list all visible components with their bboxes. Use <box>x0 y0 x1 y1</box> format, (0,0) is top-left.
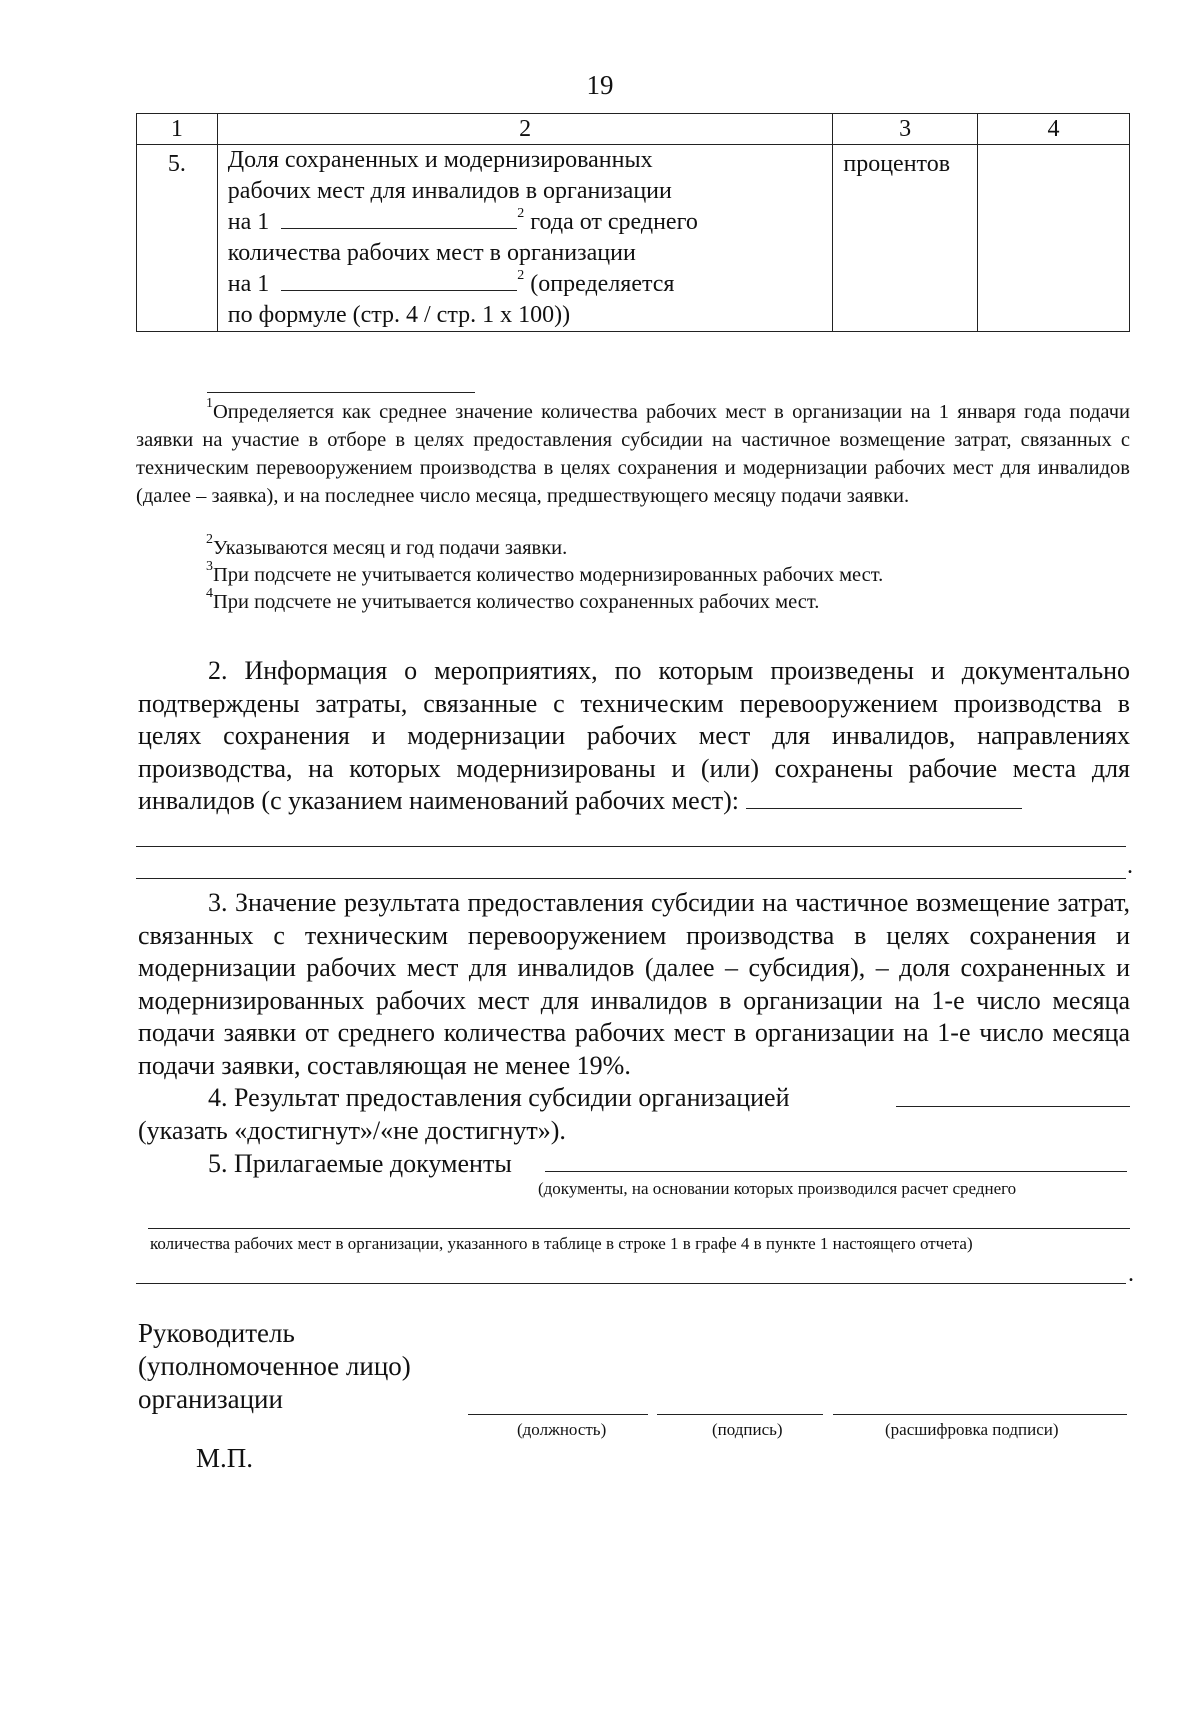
section-2 <box>138 655 1130 818</box>
footnote-mark: 2 <box>517 206 525 221</box>
section-2-end-mark: . <box>1127 853 1133 879</box>
section-4-fill-line <box>896 1106 1130 1107</box>
section-5 <box>138 1148 1130 1181</box>
footnote-2-mark: 2 <box>206 532 213 548</box>
signature-line <box>657 1414 823 1415</box>
signature-caption: (подпись) <box>712 1420 783 1439</box>
section-3-text: 3. Значение результата предоставления субсидии на частичное возмещение затрат, связанных с техническим перевооружением производства в целях сохранения и модернизации рабочих мест для инвалидов (далее – субсидия), – доля сохраненных и модернизированных рабочих мест для инвалидов в организации на 1-е число месяца подачи заявки от среднего количества рабочих мест в организации на 1-е число месяца подачи заявки, составляющая не менее 19%. <box>138 888 1130 1080</box>
section-5-caption-2: количества рабочих мест в организации, указанного в таблице в строке 1 в графе 4 в пункте 1 настоящего отчета) <box>150 1234 973 1253</box>
date-blank <box>281 210 517 229</box>
section-5-label: 5. Прилагаемые документы <box>208 1149 512 1178</box>
column-header-1: 1 <box>137 114 218 145</box>
indicator-line-2: рабочих мест для инвалидов в организации <box>227 178 672 204</box>
indicator-line-5-start: на 1 <box>227 271 270 297</box>
indicator-line-1: Доля сохраненных и модернизированных <box>227 147 653 173</box>
column-header-3: 3 <box>833 114 978 145</box>
section-5-fill-line <box>545 1171 1127 1172</box>
indicator-description <box>217 145 833 332</box>
indicator-line-5 <box>228 269 823 300</box>
position-line <box>468 1414 648 1415</box>
footnote-1 <box>136 398 1130 510</box>
page-number: 19 <box>586 70 614 100</box>
section-2-fill-line-3 <box>136 878 1126 879</box>
indicator-table <box>136 113 1130 332</box>
footnote-4-mark: 4 <box>206 586 213 602</box>
footnote-1-mark: 1 <box>206 396 213 412</box>
footnote-4 <box>206 586 820 614</box>
signatory-title-line-1: Руководитель <box>138 1318 295 1348</box>
section-2-text: 2. Информация о мероприятиях, по которым произведены и документально подтверждены затраты, связанные с техническим перевооружением производства в целях сохранения и модернизации рабочих мест для инвалидов, направлениях производства, на которых модернизированы и (или) сохранены рабочие места для инвалидов (с указанием наименований рабочих мест): <box>138 656 1130 816</box>
table-header-row <box>137 114 1130 145</box>
section-4-text: 4. Результат предоставления субсидии организацией <box>208 1083 790 1112</box>
name-line <box>833 1414 1127 1415</box>
position-caption: (должность) <box>517 1420 607 1439</box>
footnote-2-text: Указываются месяц и год подачи заявки. <box>213 537 568 559</box>
signatory-title-line-3: организации <box>138 1384 283 1414</box>
footnote-3-text: При подсчете не учитывается количество модернизированных рабочих мест. <box>213 564 884 586</box>
section-5-fill-line-3 <box>136 1283 1126 1284</box>
footnote-3-mark: 3 <box>206 559 213 575</box>
indicator-line-5-end: (определяется <box>530 271 675 297</box>
column-header-4: 4 <box>977 114 1129 145</box>
footnote-separator <box>207 392 475 393</box>
section-5-caption-1: (документы, на основании которых производился расчет среднего <box>538 1179 1017 1198</box>
section-5-fill-line-2 <box>148 1228 1130 1229</box>
section-4 <box>138 1082 1130 1115</box>
section-2-fill-line <box>746 788 1022 809</box>
indicator-line-3-end: года от среднего <box>530 209 698 235</box>
indicator-line-3-start: на 1 <box>227 209 270 235</box>
footnote-4-text: При подсчете не учитывается количество сохраненных рабочих мест. <box>213 591 820 613</box>
section-2-fill-line-2 <box>136 846 1126 847</box>
footnote-mark: 2 <box>517 268 525 283</box>
indicator-line-4: количества рабочих мест в организации <box>227 240 636 266</box>
indicator-line-3 <box>228 207 823 238</box>
footnote-2 <box>206 532 568 560</box>
section-4-note: (указать «достигнут»/«не достигнут»). <box>138 1116 566 1145</box>
unit-cell: процентов <box>833 145 978 332</box>
footnote-1-text: Определяется как среднее значение количества рабочих мест в организации на 1 января года подачи заявки на участие в отборе в целях предоставления субсидии на частичное возмещение затрат, связанных с техническим перевооружением производства в целях сохранения и модернизации рабочих мест для инвалидов (далее – заявка), и на последнее число месяца, предшествующего месяцу подачи заявки. <box>136 401 1130 507</box>
footnote-3 <box>206 559 884 587</box>
indicator-line-6: по формуле (стр. 4 / стр. 1 х 100)) <box>227 302 571 328</box>
section-3 <box>138 887 1130 1083</box>
date-blank <box>281 272 517 291</box>
section-5-end-mark: . <box>1128 1261 1134 1287</box>
table-row <box>137 145 1130 332</box>
value-cell <box>977 145 1129 332</box>
stamp-place: М.П. <box>196 1443 254 1473</box>
name-caption: (расшифровка подписи) <box>885 1420 1059 1439</box>
signatory-title-line-2: (уполномоченное лицо) <box>138 1351 411 1381</box>
signatory-title <box>138 1317 411 1416</box>
column-header-2: 2 <box>217 114 833 145</box>
row-number: 5. <box>137 145 218 332</box>
